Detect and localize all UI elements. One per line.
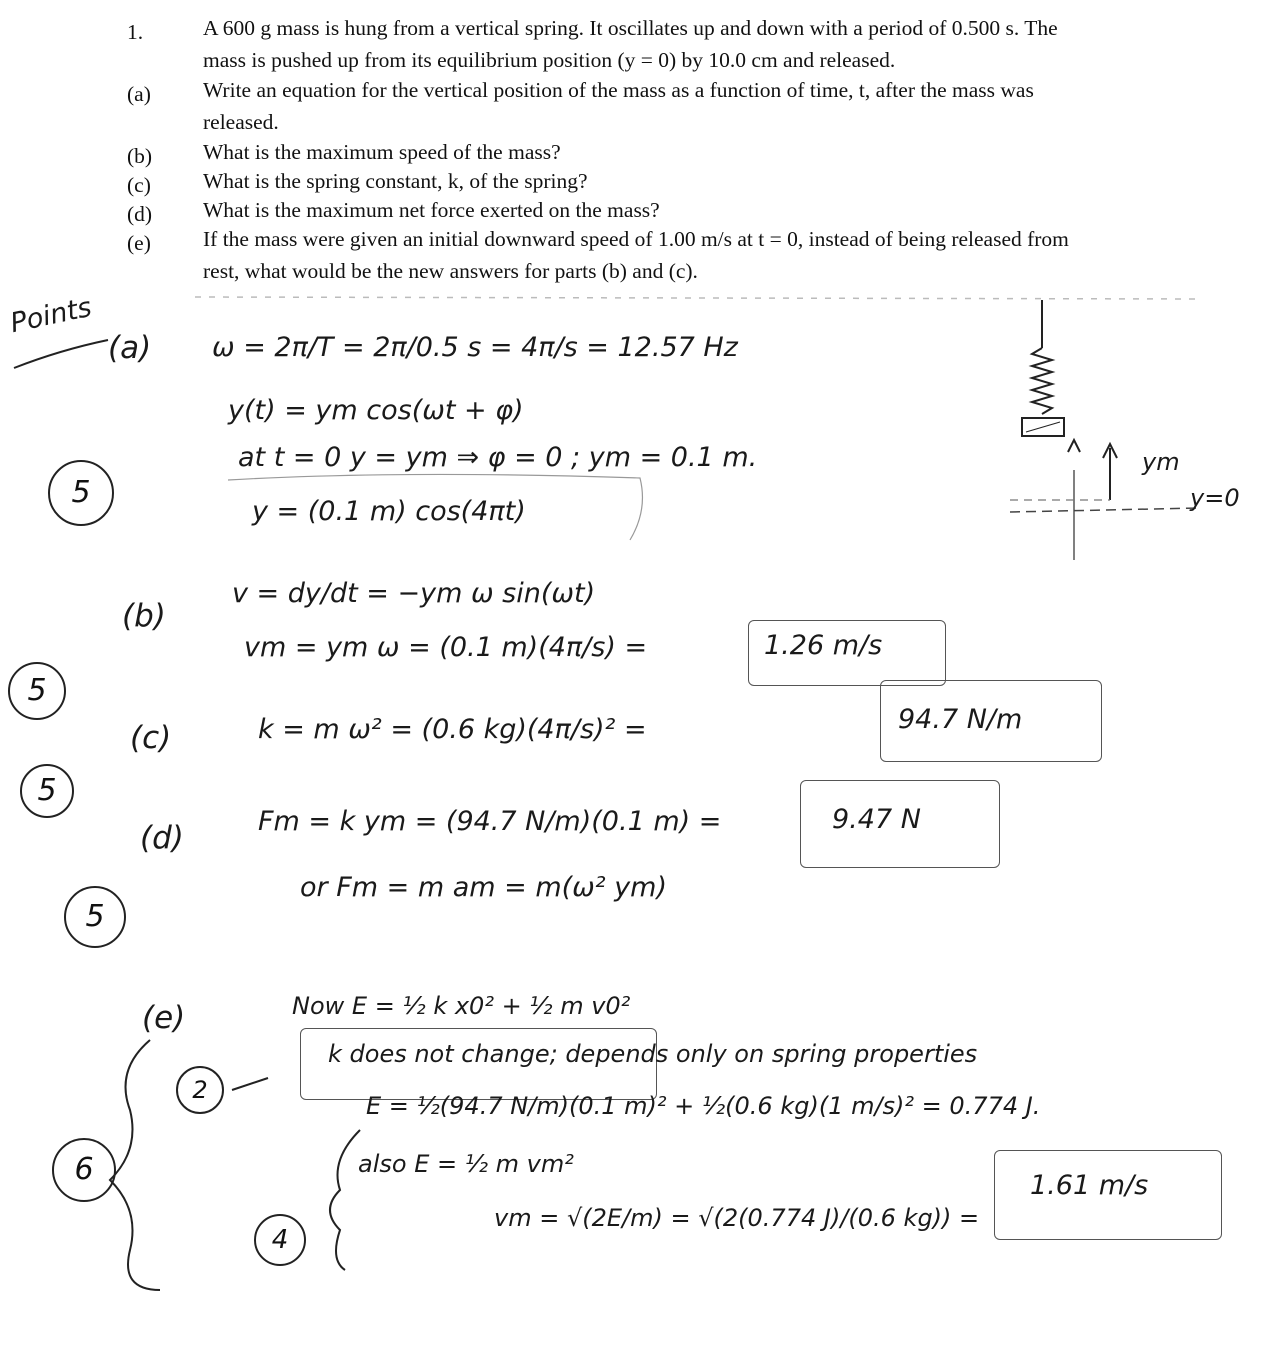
points-header: Points — [7, 291, 95, 340]
part-a-label: (a) — [127, 82, 151, 106]
solution-a-initial: at t = 0 y = ym ⇒ φ = 0 ; ym = 0.1 m. — [238, 442, 758, 473]
part-d-question: What is the maximum net force exerted on the mass? — [203, 198, 660, 222]
part-a-question-line1: Write an equation for the vertical position of the mass as a function of time, t, after the mass was — [203, 78, 1034, 102]
solution-c-result: 94.7 N/m — [898, 704, 1023, 735]
points-e-total: 6 — [52, 1138, 116, 1202]
solution-e-calc: E = ½(94.7 N/m)(0.1 m)² + ½(0.6 kg)(1 m/s)² = 0.774 J. — [366, 1092, 1041, 1120]
part-e-label: (e) — [127, 231, 151, 255]
problem-intro-line1: A 600 g mass is hung from a vertical spring. It oscillates up and down with a period of 0.500 s. The — [203, 16, 1058, 40]
solution-c-eq: k = m ω² = (0.6 kg)(4π/s)² = — [258, 714, 647, 745]
solution-a-general: y(t) = ym cos(ωt + φ) — [228, 395, 524, 426]
solution-d-alt: or Fm = m am = m(ω² ym) — [300, 872, 668, 903]
part-c-question: What is the spring constant, k, of the spring? — [203, 169, 588, 193]
solution-e-energy: Now E = ½ k x0² + ½ m v0² — [292, 992, 631, 1020]
diagram-ym-label: ym — [1142, 448, 1180, 476]
points-underline — [14, 340, 108, 368]
diagram-y0-label: y=0 — [1190, 484, 1240, 512]
spring-coil — [1032, 348, 1052, 414]
solution-b-velocity: v = dy/dt = −ym ω sin(ωt) — [232, 578, 596, 609]
up-arrow — [1068, 440, 1080, 452]
separator-line — [195, 297, 1200, 299]
part-d-label: (d) — [127, 202, 153, 226]
solution-b-result: 1.26 m/s — [764, 630, 883, 661]
part-e-question-line2: rest, what would be the new answers for parts (b) and (c). — [203, 259, 698, 283]
part-c-label: (c) — [127, 173, 151, 197]
solution-e-result: 1.61 m/s — [1030, 1170, 1149, 1201]
points-a: 5 — [48, 460, 114, 526]
solution-e-note: k does not change; depends only on spring properties — [328, 1040, 978, 1068]
part-b-question: What is the maximum speed of the mass? — [203, 140, 561, 164]
points-e-v: 4 — [254, 1214, 306, 1266]
spring-diagram — [1010, 300, 1200, 560]
part-e-question-line1: If the mass were given an initial downward speed of 1.00 m/s at t = 0, instead of being released from — [203, 227, 1069, 251]
solution-a-label: (a) — [108, 330, 152, 366]
part-b-label: (b) — [127, 144, 153, 168]
solution-e-vm: vm = √(2E/m) = √(2(0.774 J)/(0.6 kg)) = — [494, 1204, 980, 1232]
e-curly-brace — [110, 1040, 160, 1290]
equilibrium-line — [1010, 508, 1200, 512]
solution-c-label: (c) — [130, 720, 172, 756]
points-e-k: 2 — [176, 1066, 224, 1114]
problem-intro-line2: mass is pushed up from its equilibrium position (y = 0) by 10.0 cm and released. — [203, 48, 896, 72]
points-c: 5 — [20, 764, 74, 818]
part-a-question-line2: released. — [203, 110, 279, 134]
solution-b-max: vm = ym ω = (0.1 m)(4π/s) = — [244, 632, 648, 663]
problem-number: 1. — [127, 20, 144, 44]
solution-a-omega: ω = 2π/T = 2π/0.5 s = 4π/s = 12.57 Hz — [212, 332, 738, 363]
solution-d-label: (d) — [140, 820, 184, 856]
points-d: 5 — [64, 886, 126, 948]
solution-d-result: 9.47 N — [832, 804, 921, 835]
solution-e-also: also E = ½ m vm² — [358, 1150, 574, 1178]
solution-d-eq: Fm = k ym = (94.7 N/m)(0.1 m) = — [258, 806, 722, 837]
solution-e-label: (e) — [142, 1000, 186, 1036]
solution-a-result: y = (0.1 m) cos(4πt) — [252, 496, 526, 527]
solution-b-label: (b) — [122, 598, 166, 634]
e-dash — [232, 1078, 268, 1090]
e-small-brace — [330, 1130, 360, 1270]
points-b: 5 — [8, 662, 66, 720]
